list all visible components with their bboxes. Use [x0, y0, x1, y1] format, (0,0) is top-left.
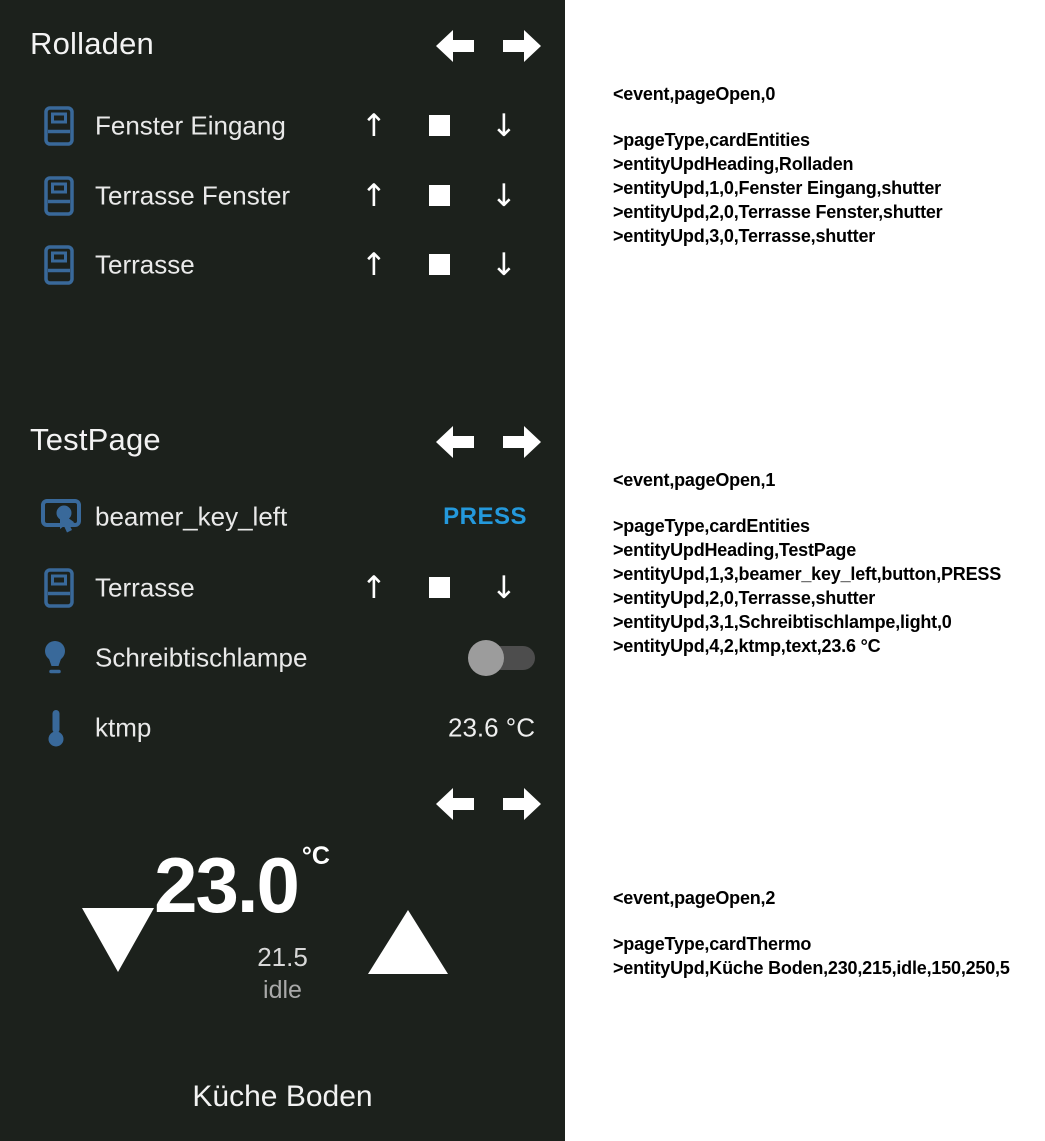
- command-line: >entityUpd,Küche Boden,230,215,idle,150,250,5: [613, 958, 1010, 978]
- card-entities-rolladen: [0, 0, 565, 380]
- event-line: <event,pageOpen,0: [613, 84, 776, 104]
- page-nav: [436, 30, 541, 62]
- shutter-down-button[interactable]: ↓: [491, 247, 517, 283]
- nav-right-button[interactable]: [503, 788, 541, 820]
- command-line: >entityUpd,1,3,beamer_key_left,button,PRESS: [613, 564, 1002, 584]
- page-nav: [436, 426, 541, 458]
- entity-row: [0, 173, 565, 219]
- shutter-icon: [44, 106, 74, 146]
- nav-left-button[interactable]: [436, 788, 474, 820]
- command-line: >entityUpd,3,1,Schreibtischlampe,light,0: [613, 612, 952, 632]
- page-title: Rolladen: [30, 26, 154, 61]
- shutter-icon: [44, 176, 74, 216]
- shutter-stop-button[interactable]: [420, 242, 458, 288]
- current-temperature-value: 23.0: [154, 841, 298, 929]
- nav-left-button[interactable]: [436, 426, 474, 458]
- shutter-down-button[interactable]: ↓: [491, 108, 517, 144]
- thermostat-name: Küche Boden: [192, 1080, 373, 1113]
- shutter-stop-button[interactable]: [420, 565, 458, 611]
- event-line: <event,pageOpen,2: [613, 888, 776, 908]
- command-line: >entityUpdHeading,Rolladen: [613, 154, 854, 174]
- nav-left-arrow-icon: [436, 788, 474, 820]
- nav-left-arrow-icon: [436, 426, 474, 458]
- entity-label: beamer_key_left: [95, 501, 288, 532]
- entity-row: [0, 494, 565, 540]
- page-title: TestPage: [30, 422, 161, 457]
- shutter-up-button[interactable]: ↑: [361, 178, 387, 214]
- event-line: <event,pageOpen,1: [613, 470, 776, 490]
- command-line: >entityUpd,3,0,Terrasse,shutter: [613, 226, 876, 246]
- nav-right-button[interactable]: [503, 30, 541, 62]
- command-line: >pageType,cardThermo: [613, 934, 812, 954]
- command-line: >entityUpd,2,0,Terrasse Fenster,shutter: [613, 202, 943, 222]
- thermometer-icon: [48, 708, 64, 748]
- entity-label: Fenster Eingang: [95, 110, 286, 141]
- annotation-block-page0: [613, 82, 943, 248]
- light-toggle-switch[interactable]: [471, 646, 535, 670]
- shutter-up-button[interactable]: ↑: [361, 570, 387, 606]
- shutter-up-button[interactable]: ↑: [361, 108, 387, 144]
- sensor-value: 23.6 °C: [447, 712, 535, 743]
- entity-label: Schreibtischlampe: [95, 642, 308, 673]
- entity-row: [0, 635, 565, 681]
- shutter-icon: [44, 568, 74, 608]
- entity-label: Terrasse Fenster: [95, 180, 291, 211]
- nav-left-button[interactable]: [436, 30, 474, 62]
- command-line: >entityUpdHeading,TestPage: [613, 540, 857, 560]
- entity-row: [0, 242, 565, 288]
- command-line: >entityUpd,4,2,ktmp,text,23.6 °C: [613, 636, 881, 656]
- annotation-block-page2: [613, 886, 1010, 980]
- card-thermo: [0, 760, 565, 1141]
- command-line: >pageType,cardEntities: [613, 516, 810, 536]
- shutter-icon: [44, 245, 74, 285]
- press-button[interactable]: PRESS: [443, 503, 527, 530]
- hvac-state: idle: [263, 976, 302, 1004]
- entity-row: [0, 705, 565, 751]
- entity-label: Terrasse: [95, 249, 195, 280]
- entity-row: [0, 565, 565, 611]
- command-line: >entityUpd,2,0,Terrasse,shutter: [613, 588, 876, 608]
- command-line: >entityUpd,1,0,Fenster Eingang,shutter: [613, 178, 941, 198]
- tap-button-icon: [40, 497, 82, 537]
- nav-left-arrow-icon: [436, 30, 474, 62]
- nav-right-button[interactable]: [503, 426, 541, 458]
- toggle-knob: [468, 640, 504, 676]
- shutter-down-button[interactable]: ↓: [491, 570, 517, 606]
- stop-square-icon: [429, 185, 450, 206]
- entity-label: Terrasse: [95, 572, 195, 603]
- temperature-unit: °C: [301, 842, 330, 870]
- stop-square-icon: [429, 254, 450, 275]
- shutter-up-button[interactable]: ↑: [361, 247, 387, 283]
- setpoint-temperature: 21.5: [257, 942, 308, 972]
- stop-square-icon: [429, 115, 450, 136]
- nav-right-arrow-icon: [503, 788, 541, 820]
- shutter-stop-button[interactable]: [420, 173, 458, 219]
- lightbulb-icon: [42, 640, 68, 676]
- annotation-block-page1: [613, 468, 1001, 658]
- page-nav: [436, 788, 541, 820]
- shutter-down-button[interactable]: ↓: [491, 178, 517, 214]
- stop-square-icon: [429, 577, 450, 598]
- nav-right-arrow-icon: [503, 426, 541, 458]
- entity-label: ktmp: [95, 712, 152, 743]
- command-line: >pageType,cardEntities: [613, 130, 810, 150]
- shutter-stop-button[interactable]: [420, 103, 458, 149]
- card-entities-testpage: [0, 380, 565, 760]
- nav-right-arrow-icon: [503, 30, 541, 62]
- entity-row: [0, 103, 565, 149]
